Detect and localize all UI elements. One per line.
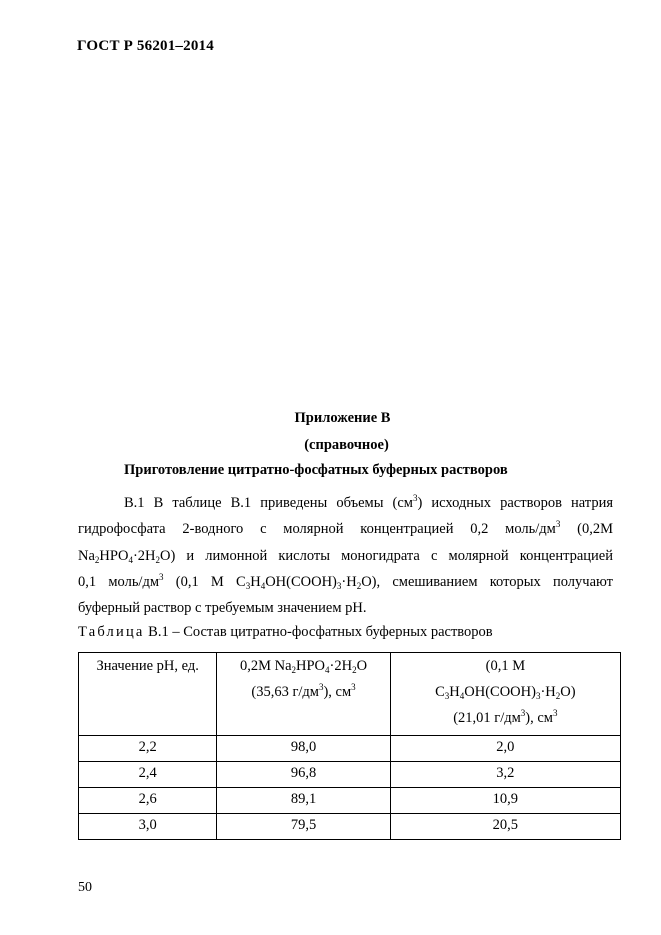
paragraph-line-5: буферный раствор с требуемым значением pH. (78, 600, 367, 617)
cell-ph: 2,4 (79, 762, 217, 788)
buffer-composition-table (78, 652, 621, 840)
cell-phosphate: 96,8 (217, 762, 390, 788)
cell-phosphate: 98,0 (217, 736, 390, 762)
cell-citric: 3,2 (390, 762, 620, 788)
document-code-header: ГОСТ Р 56201–2014 (77, 38, 214, 54)
cell-ph: 2,2 (79, 736, 217, 762)
table-caption-label: Таблица (78, 624, 145, 640)
page-number: 50 (78, 880, 92, 895)
appendix-title: Приложение В (294, 410, 391, 426)
cell-citric: 2,0 (390, 736, 620, 762)
paragraph-line-3: $Na_2HPO_4\cdot 2H_2O$) и лимонной кислоты моногидрата с молярной концентрацией (78, 547, 613, 565)
table-header-row (79, 653, 621, 736)
paragraph-line-2: гидрофосфата 2-водного с молярной концентрацией 0,2 моль/$дм^3$ (0,2М (78, 519, 613, 538)
cell-citric: 20,5 (390, 814, 620, 840)
header-phosphate-volume: 0,2М $Na_2HPO_4\cdot 2H_2O$ (35,63 $г/дм^3$), $см^3$ (217, 653, 390, 736)
header-ph-value: Значение pH, ед. (79, 653, 217, 736)
section-title: Приготовление цитратно-фосфатных буферных растворов (124, 462, 508, 478)
cell-phosphate: 89,1 (217, 788, 390, 814)
table-row (79, 814, 621, 840)
cell-ph: 3,0 (79, 814, 217, 840)
body-paragraph (78, 490, 613, 621)
table-caption-text: В.1 – Состав цитратно-фосфатных буферных растворов (144, 624, 493, 640)
appendix-subtitle: (справочное) (304, 437, 389, 453)
header-citric-volume: (0,1 М $C_3H_4OH(COOH)_3\cdot H_2O$) (21,01 $г/дм^3$), $см^3$ (390, 653, 620, 736)
cell-phosphate: 79,5 (217, 814, 390, 840)
table-row (79, 788, 621, 814)
paragraph-line-1: В.1 В таблице В.1 приведены объемы $(см^3)$ исходных растворов натрия (124, 493, 613, 511)
paragraph-line-4: 0,1 моль/$дм^3$ (0,1 М $C_3H_4OH(COOH)_3\cdot H_2O$), смешиванием которых получают (78, 571, 613, 591)
cell-citric: 10,9 (390, 788, 620, 814)
cell-ph: 2,6 (79, 788, 217, 814)
table-row (79, 762, 621, 788)
table-row (79, 736, 621, 762)
table-caption (78, 624, 493, 641)
